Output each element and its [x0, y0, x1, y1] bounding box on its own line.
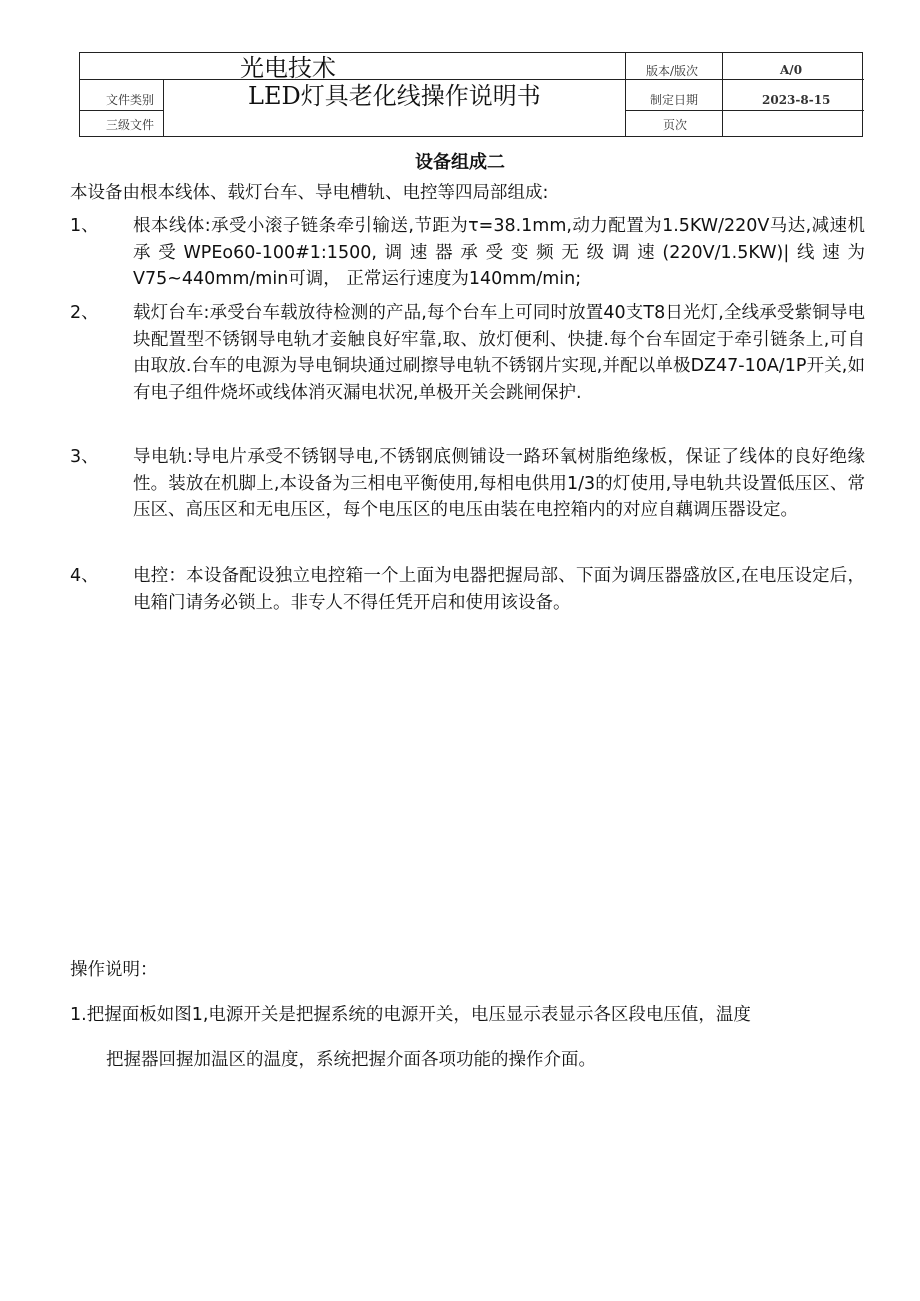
document-header-table [79, 52, 863, 137]
list-item-text: 根本线体:承受小滚子链条牵引输送,节距为τ=38.1mm,动力配置为1.5KW/220V马达,减速机承受WPEo60-100#1:1500,调速器承受变频无级调速(220V/1.5KW)|线速为V75~440mm/min可调， 正常运行速度为140mm/min; [133, 216, 865, 289]
list-item [70, 444, 865, 554]
section-title: 设备组成二 [415, 152, 505, 173]
list-item-number: 1、 [70, 216, 99, 236]
version-value: A/0 [780, 63, 803, 77]
page-label: 页次 [663, 118, 688, 132]
list-item [70, 213, 865, 293]
operations-line-1: 1.把握面板如图1,电源开关是把握系统的电源开关，电压显示表显示各区段电压值，温度 [70, 1005, 751, 1025]
file-category-label: 文件类别 [106, 93, 155, 107]
version-label: 版本/版次 [646, 64, 699, 78]
list-item-number: 3、 [70, 447, 99, 467]
list-item-text: 电控：本设备配设独立电控箱一个上面为电器把握局部、下面为调压器盛放区,在电压设定后，电箱门请务必锁上。非专人不得任凭开启和使用该设备。 [133, 566, 865, 613]
list-item [70, 563, 865, 619]
header-divider [80, 79, 625, 80]
date-value: 2023-8-15 [762, 93, 831, 107]
company-name: 光电技术 [240, 54, 336, 82]
document-title: LED灯具老化线操作说明书 [248, 82, 541, 110]
list-item-text: 载灯台车:承受台车载放待检测的产品,每个台车上可同时放置40支T8日光灯,全线承受紫铜导电块配置型不锈钢导电轨才妾触良好牢靠,取、放灯便利、快捷.每个台车固定于牵引链条上,可自由取放.台车的电源为导电铜块通过刷擦导电轨不锈钢片实现,并配以单极DZ47-10A/1P开关,如有电子组件烧坏或线体消灭漏电状况,单极开关会跳闸保护. [133, 303, 865, 403]
operations-line-2: 把握器回握加温区的温度，系统把握介面各项功能的操作介面。 [106, 1050, 596, 1070]
operations-title: 操作说明： [70, 960, 158, 980]
header-divider [163, 79, 164, 136]
list-item-number: 4、 [70, 566, 99, 586]
list-item-number: 2、 [70, 303, 99, 323]
intro-paragraph: 本设备由根本线体、载灯台车、导电槽轨、电控等四局部组成: [70, 183, 549, 203]
file-level-label: 三级文件 [106, 118, 155, 132]
header-divider [625, 79, 864, 80]
header-divider [625, 53, 626, 136]
date-label: 制定日期 [650, 93, 699, 107]
list-item-text: 导电轨:导电片承受不锈钢导电,不锈钢底侧铺设一路环氧树脂绝缘板，保证了线体的良好绝缘性。装放在机脚上,本设备为三相电平衡使用,每相电供用1/3的灯使用,导电轨共设置低压区、常压区、高压区和无电压区，每个电压区的电压由装在电控箱内的对应自藕调压器设定。 [133, 447, 865, 520]
list-item [70, 300, 865, 435]
header-divider [625, 110, 864, 111]
header-divider [80, 110, 163, 111]
header-divider [722, 53, 723, 136]
